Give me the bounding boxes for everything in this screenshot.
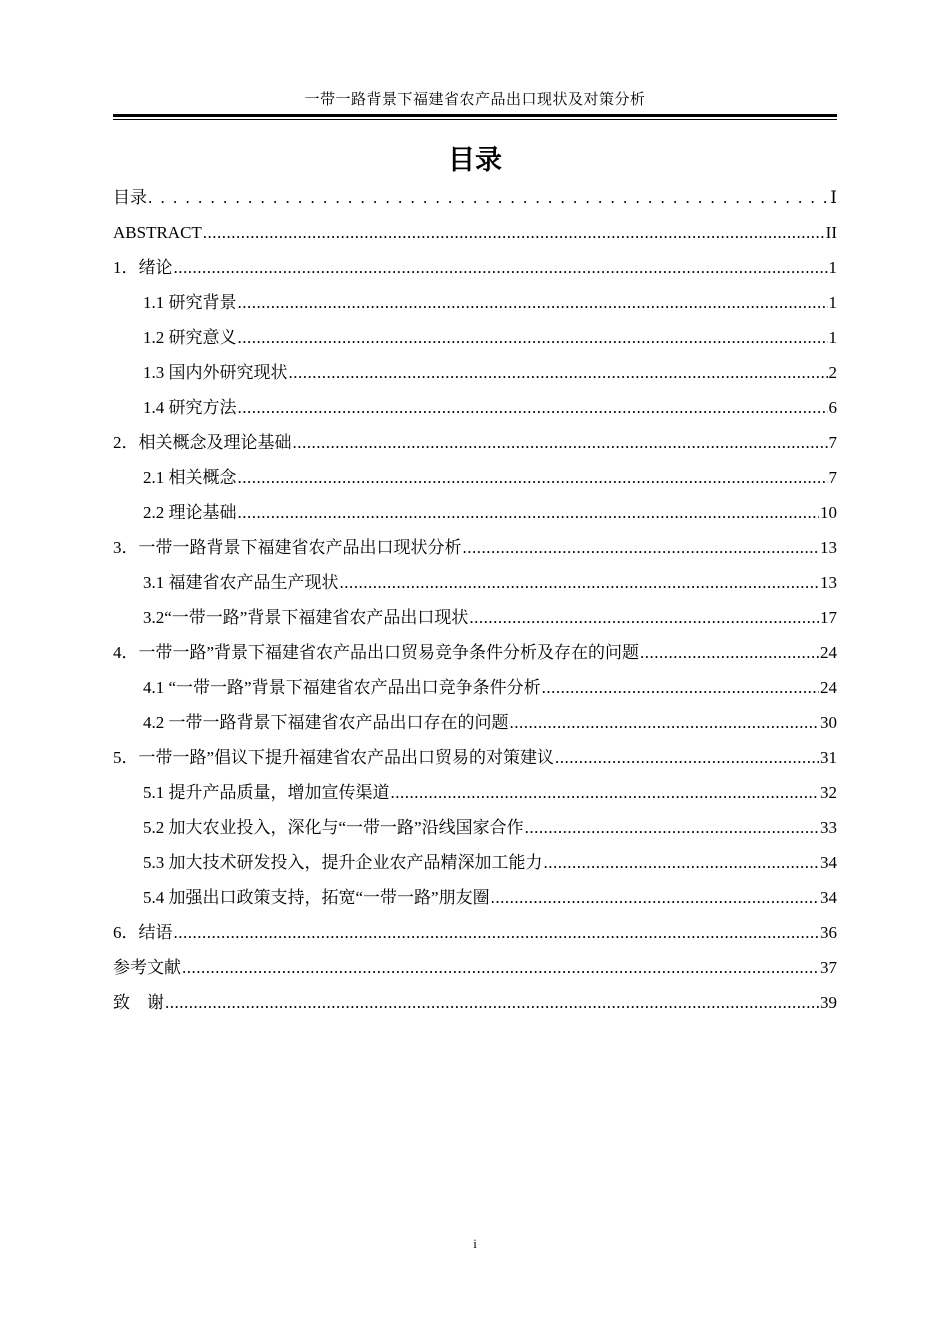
toc-entry-label: 1.2 研究意义: [143, 328, 237, 347]
toc-entry[interactable]: [113, 845, 837, 880]
header-rule-thick: [113, 114, 837, 117]
toc-entry-label: 5.1 提升产品质量，增加宣传渠道: [143, 783, 390, 802]
toc-entry-label: 1.4 研究方法: [143, 398, 237, 417]
toc-entry[interactable]: [113, 425, 837, 460]
toc-entry-label: 3.2“一带一路”背景下福建省农产品出口现状: [143, 608, 469, 627]
toc-leader-dots: [174, 250, 828, 285]
toc-leader-dots: [165, 985, 819, 1020]
toc-entry-label: 5.3 加大技术研发投入，提升企业农产品精深加工能力: [143, 853, 543, 872]
toc-entry-label: 1.1 研究背景: [143, 293, 237, 312]
toc-entry[interactable]: [113, 355, 837, 390]
toc-leader-dots: [238, 495, 820, 530]
toc-leader-dots: [491, 880, 819, 915]
toc-entry-page: 7: [828, 433, 837, 452]
toc-leader-dots: [525, 810, 819, 845]
toc-entry[interactable]: [113, 950, 837, 985]
toc-entry[interactable]: [113, 880, 837, 915]
toc-entry-page: 1: [828, 293, 837, 312]
toc-entry-label: 5.4 加强出口政策支持，拓宽“一带一路”朋友圈: [143, 888, 490, 907]
toc-leader-dots: [463, 530, 820, 565]
toc-entry-page: 39: [820, 993, 837, 1012]
toc-entry-page: 31: [820, 748, 837, 767]
toc-leader-dots: [148, 180, 829, 215]
toc-leader-dots: [203, 215, 825, 250]
toc-entry-page: 24: [820, 678, 837, 697]
toc-entry[interactable]: [113, 775, 837, 810]
toc-entry-label: 2．相关概念及理论基础: [113, 433, 292, 452]
toc-entry-label: 4.2 一带一路背景下福建省农产品出口存在的问题: [143, 713, 509, 732]
toc-leader-dots: [542, 670, 819, 705]
toc-entry[interactable]: [113, 180, 837, 215]
toc-entry-label: 1．绪论: [113, 258, 173, 277]
toc-leader-dots: [238, 390, 828, 425]
toc-entry-label: 6．结语: [113, 923, 173, 942]
toc-entry[interactable]: [113, 915, 837, 950]
toc-leader-dots: [174, 915, 820, 950]
toc-entry-page: 1: [828, 328, 837, 347]
header-rule-thin: [113, 119, 837, 120]
toc-entry-page: 7: [828, 468, 837, 487]
toc-leader-dots: [340, 565, 820, 600]
toc-leader-dots: [182, 950, 819, 985]
page-title: 目录: [448, 145, 502, 176]
toc-leader-dots: [238, 460, 828, 495]
toc-entry-page: 2: [828, 363, 837, 382]
toc-leader-dots: [238, 320, 828, 355]
table-of-contents: [113, 180, 837, 1020]
toc-entry[interactable]: [113, 495, 837, 530]
toc-leader-dots: [238, 285, 828, 320]
toc-entry[interactable]: [113, 215, 837, 250]
toc-entry-label: 参考文献: [113, 958, 181, 977]
toc-entry-label: 3．一带一路背景下福建省农产品出口现状分析: [113, 538, 462, 557]
toc-entry[interactable]: [113, 285, 837, 320]
toc-entry[interactable]: [113, 460, 837, 495]
toc-entry[interactable]: [113, 740, 837, 775]
toc-entry-page: 32: [820, 783, 837, 802]
toc-entry[interactable]: [113, 810, 837, 845]
toc-entry-page: 33: [820, 818, 837, 837]
toc-entry-label: 2.1 相关概念: [143, 468, 237, 487]
toc-entry-page: 10: [820, 503, 837, 522]
toc-entry-label: ABSTRACT: [113, 223, 202, 242]
toc-entry[interactable]: [113, 600, 837, 635]
toc-leader-dots: [391, 775, 820, 810]
toc-leader-dots: [293, 425, 828, 460]
toc-entry[interactable]: [113, 670, 837, 705]
toc-entry-label: 5.2 加大农业投入，深化与“一带一路”沿线国家合作: [143, 818, 524, 837]
toc-entry[interactable]: [113, 530, 837, 565]
toc-entry[interactable]: [113, 320, 837, 355]
toc-entry-label: 3.1 福建省农产品生产现状: [143, 573, 339, 592]
toc-entry-page: 1: [828, 258, 837, 277]
toc-entry-label: 4．一带一路”背景下福建省农产品出口贸易竞争条件分析及存在的问题: [113, 643, 640, 662]
toc-leader-dots: [510, 705, 820, 740]
toc-entry-page: Ⅰ: [830, 188, 837, 207]
toc-entry[interactable]: [113, 985, 837, 1020]
toc-entry-label: 致 谢: [113, 993, 164, 1012]
toc-entry-label: 1.3 国内外研究现状: [143, 363, 288, 382]
toc-leader-dots: [544, 845, 820, 880]
toc-entry-page: 34: [820, 888, 837, 907]
toc-entry[interactable]: [113, 250, 837, 285]
toc-entry[interactable]: [113, 390, 837, 425]
toc-entry-page: II: [825, 223, 837, 242]
toc-leader-dots: [289, 355, 828, 390]
toc-entry-page: 13: [820, 573, 837, 592]
toc-entry-page: 37: [820, 958, 837, 977]
toc-entry[interactable]: [113, 705, 837, 740]
toc-entry-page: 30: [820, 713, 837, 732]
running-header: 一带一路背景下福建省农产品出口现状及对策分析: [304, 92, 646, 108]
page-number: i: [473, 1236, 477, 1251]
toc-entry-page: 17: [820, 608, 837, 627]
toc-entry-label: 2.2 理论基础: [143, 503, 237, 522]
toc-entry-label: 4.1 “一带一路”背景下福建省农产品出口竞争条件分析: [143, 678, 541, 697]
toc-entry[interactable]: [113, 565, 837, 600]
toc-leader-dots: [469, 600, 819, 635]
toc-entry-page: 13: [820, 538, 837, 557]
toc-leader-dots: [555, 740, 819, 775]
toc-entry-page: 6: [828, 398, 837, 417]
toc-leader-dots: [640, 635, 819, 670]
toc-entry-label: 目录: [113, 188, 147, 207]
toc-entry-label: 5．一带一路”倡议下提升福建省农产品出口贸易的对策建议: [113, 748, 555, 767]
toc-entry-page: 34: [820, 853, 837, 872]
toc-entry-page: 24: [820, 643, 837, 662]
toc-entry-page: 36: [820, 923, 837, 942]
toc-entry[interactable]: [113, 635, 837, 670]
